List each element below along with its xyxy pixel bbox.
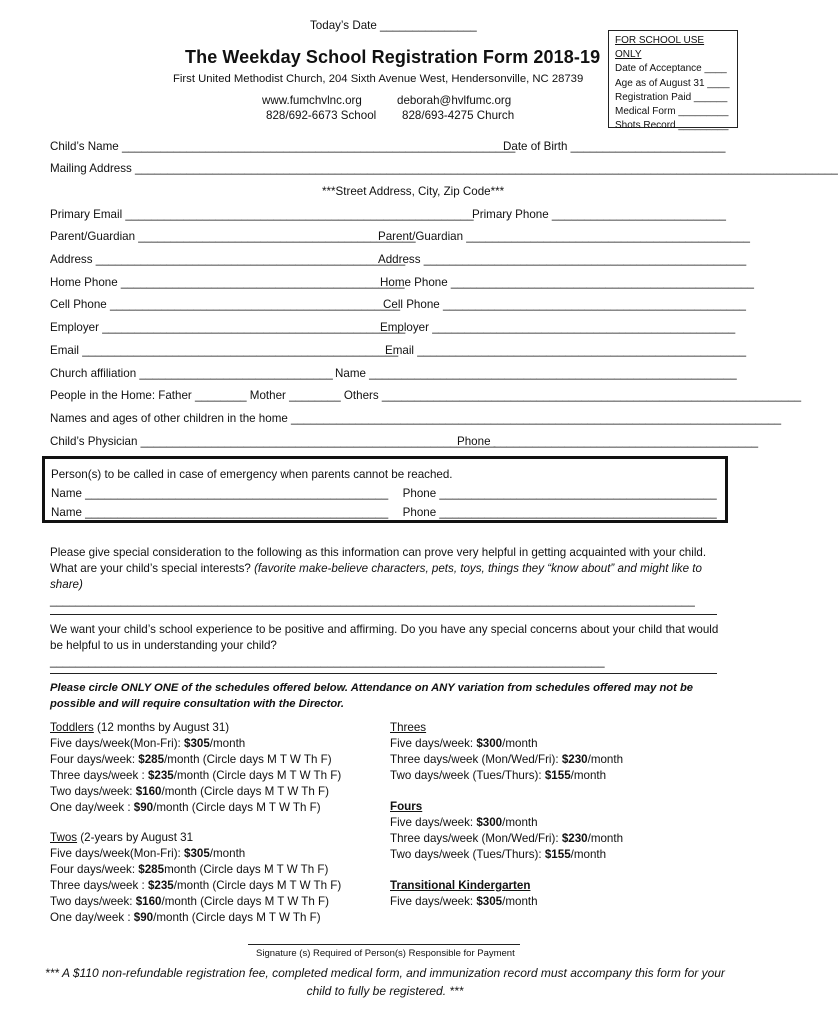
people-in-home-field[interactable]: People in the Home: Father ________ Mother ________ Others _________________________________________________________________ — [50, 389, 802, 402]
fours-option[interactable]: Five days/week: $300/month — [390, 816, 538, 829]
date-of-acceptance-field[interactable]: Date of Acceptance ____ — [615, 63, 727, 75]
threes-title: Threes — [390, 721, 427, 734]
toddlers-title: Toddlers — [50, 721, 94, 734]
special-interests-question[interactable] — [50, 545, 720, 607]
footer-note-line-2: child to fully be registered. *** — [306, 984, 464, 998]
fours-title: Fours — [390, 800, 423, 813]
toddlers-option[interactable]: One day/week : $90/month (Circle days M T W Th F) — [50, 801, 321, 814]
concerns-answer-line[interactable] — [50, 673, 717, 674]
fours-section[interactable] — [390, 799, 623, 863]
toddlers-subtitle: (12 months by August 31) — [93, 721, 230, 734]
shots-record-field[interactable]: Shots Record _________ — [615, 120, 729, 132]
interests-italic-hint: (favorite make-believe characters, pets, toys, things they “know about” and might like to share) — [50, 562, 702, 591]
form-title: The Weekday School Registration Form 2018-19 — [185, 47, 601, 67]
special-concerns-question[interactable] — [50, 622, 720, 668]
home-phone-2-field[interactable]: Home Phone _______________________________________________ — [380, 276, 754, 289]
toddlers-option[interactable]: Three days/week : $235/month (Circle days M T W Th F) — [50, 769, 342, 782]
twos-option[interactable]: Five days/week(Mon-Fri): $305/month — [50, 847, 246, 860]
toddlers-option[interactable]: Five days/week(Mon-Fri): $305/month — [50, 737, 246, 750]
school-phone: 828/692-6673 School — [266, 109, 377, 122]
website-text: www.fumchvlnc.org — [262, 94, 362, 107]
address-2-field[interactable]: Address __________________________________________________ — [378, 253, 747, 266]
primary-email-field[interactable]: Primary Email ______________________________________________________ — [50, 208, 474, 221]
fours-option[interactable]: Three days/week (Mon/Wed/Fri): $230/month — [390, 832, 624, 845]
tk-title: Transitional Kindergarten — [390, 879, 531, 892]
toddlers-option[interactable]: Four days/week: $285/month (Circle days M T W Th F) — [50, 753, 332, 766]
address-1-field[interactable]: Address ________________________________________________ — [50, 253, 406, 266]
childs-name-field[interactable]: Child’s Name _____________________________________________________________ — [50, 140, 516, 153]
interests-text: Please give special consideration to the following as this information can prove very helpful in getting acquainted with your child. What are your child’s special interests? — [50, 546, 707, 575]
mailing-address-field[interactable]: Mailing Address _____________________________________________________________________________________________________________ — [50, 162, 838, 175]
interests-blank[interactable]: ____________________________________________________________________________________________________ — [50, 594, 695, 607]
street-address-hint: ***Street Address, City, Zip Code*** — [322, 185, 505, 198]
twos-option[interactable]: One day/week : $90/month (Circle days M T W Th F) — [50, 911, 321, 924]
church-address: First United Methodist Church, 204 Sixth Avenue West, Hendersonville, NC 28739 — [173, 73, 584, 85]
employer-1-field[interactable]: Employer _______________________________________________ — [50, 321, 406, 334]
age-as-of-august-field[interactable]: Age as of August 31 ____ — [615, 77, 730, 89]
threes-option[interactable]: Three days/week (Mon/Wed/Fri): $230/month — [390, 753, 624, 766]
emergency-name-2-field[interactable]: Name _______________________________________________ — [51, 506, 389, 519]
toddlers-section[interactable] — [50, 720, 341, 816]
tk-option[interactable]: Five days/week: $305/month — [390, 895, 538, 908]
footer-note-line-1: *** A $110 non-refundable registration fee, completed medical form, and immunization record must accompany this form for your — [45, 966, 725, 980]
emergency-phone-2-field[interactable]: Phone ___________________________________________ — [402, 506, 717, 519]
emergency-heading: Person(s) to be called in case of emergency when parents cannot be reached. — [51, 468, 453, 481]
twos-option[interactable]: Four days/week: $285month (Circle days M T W Th F) — [50, 863, 329, 876]
email-text: deborah@hvlfumc.org — [397, 94, 512, 107]
home-phone-1-field[interactable]: Home Phone ____________________________________________ — [50, 276, 405, 289]
schedule-note: Please circle ONLY ONE of the schedules offered below. Attendance on ANY variation from schedules offered may not be possible and will require consultation with the Director. — [50, 682, 694, 710]
emergency-name-1-field[interactable]: Name _______________________________________________ — [51, 487, 389, 500]
physician-phone-field[interactable]: Phone _________________________________________ — [457, 435, 759, 448]
concerns-text: We want your child’s school experience to be positive and affirming. Do you have any special concerns about your child that would be helpful to us in understanding your child? — [50, 623, 719, 652]
other-children-field[interactable]: Names and ages of other children in the home ____________________________________________________________________________ — [50, 412, 782, 425]
primary-phone-field[interactable]: Primary Phone ___________________________ — [472, 208, 726, 221]
church-affiliation-field[interactable]: Church affiliation ______________________________ — [50, 367, 333, 380]
date-of-birth-field[interactable]: Date of Birth ________________________ — [503, 140, 726, 153]
emergency-phone-1-field[interactable]: Phone ___________________________________________ — [402, 487, 717, 500]
signature-line[interactable] — [248, 944, 520, 945]
church-name-field[interactable]: Name _________________________________________________________ — [335, 367, 737, 380]
emergency-contacts-box — [42, 456, 728, 523]
toddlers-option[interactable]: Two days/week: $160/month (Circle days M T W Th F) — [50, 785, 329, 798]
registration-paid-field[interactable]: Registration Paid ______ — [615, 91, 728, 103]
employer-2-field[interactable]: Employer _______________________________________________ — [380, 321, 736, 334]
todays-date-field[interactable]: Today’s Date _______________ — [310, 19, 477, 32]
fours-option[interactable]: Two days/week (Tues/Thurs): $155/month — [390, 848, 607, 861]
cell-phone-1-field[interactable]: Cell Phone _____________________________________________ — [50, 298, 401, 311]
school-use-box — [608, 30, 738, 132]
school-use-heading: FOR SCHOOL USE ONLY — [615, 35, 705, 61]
concerns-blank[interactable]: ______________________________________________________________________________________ — [50, 655, 605, 668]
twos-section[interactable] — [50, 830, 341, 926]
childs-physician-field[interactable]: Child’s Physician _______________________________________________________ — [50, 435, 496, 448]
twos-title: Twos — [50, 831, 78, 844]
twos-option[interactable]: Three days/week : $235/month (Circle days M T W Th F) — [50, 879, 342, 892]
parent-guardian-1-field[interactable]: Parent/Guardian ___________________________________________ — [50, 230, 416, 243]
medical-form-field[interactable]: Medical Form _________ — [615, 106, 729, 118]
threes-section[interactable] — [390, 720, 623, 784]
threes-option[interactable]: Five days/week: $300/month — [390, 737, 538, 750]
parent-guardian-2-field[interactable]: Parent/Guardian ____________________________________________ — [378, 230, 751, 243]
twos-option[interactable]: Two days/week: $160/month (Circle days M T W Th F) — [50, 895, 329, 908]
email-1-field[interactable]: Email _________________________________________________ — [50, 344, 399, 357]
transitional-kindergarten-section[interactable] — [390, 878, 538, 910]
twos-subtitle: (2-years by August 31 — [77, 831, 194, 844]
church-phone: 828/693-4275 Church — [402, 109, 515, 122]
email-2-field[interactable]: Email ___________________________________________________ — [385, 344, 747, 357]
interests-answer-line[interactable] — [50, 614, 717, 615]
cell-phone-2-field[interactable]: Cell Phone _______________________________________________ — [383, 298, 746, 311]
signature-label: Signature (s) Required of Person(s) Responsible for Payment — [256, 948, 515, 959]
threes-option[interactable]: Two days/week (Tues/Thurs): $155/month — [390, 769, 607, 782]
